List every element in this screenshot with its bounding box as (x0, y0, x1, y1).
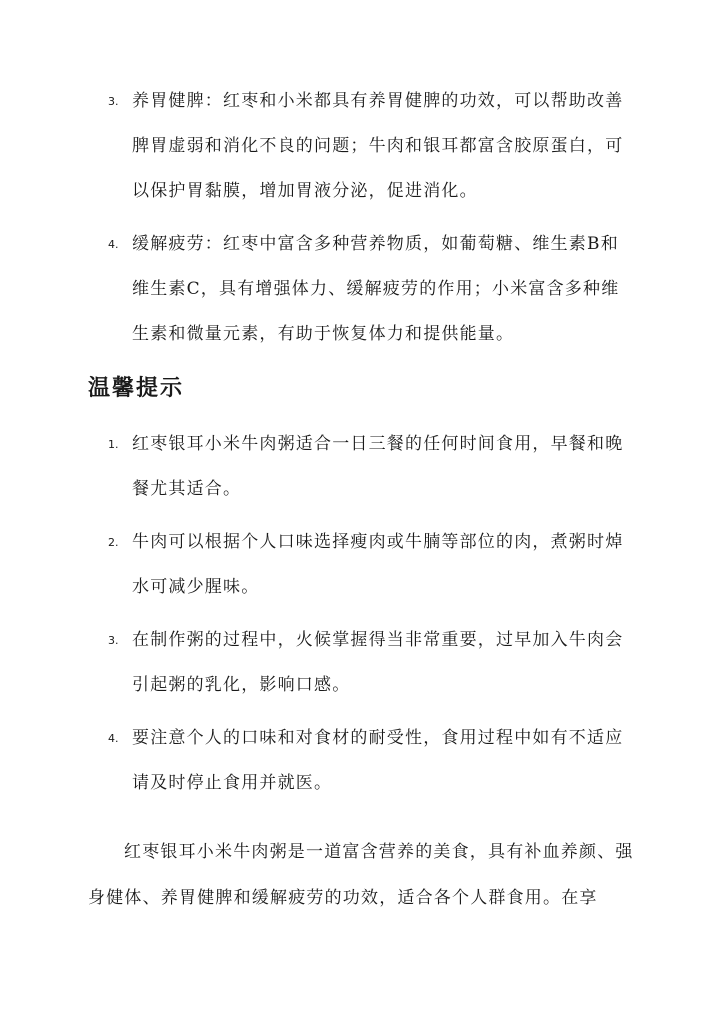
list-item (0, 222, 720, 357)
list-item-text: 红枣银耳小米牛肉粥适合一日三餐的任何时间食用，早餐和晚餐尤其适合。 (132, 434, 624, 499)
list-item-text: 缓解疲劳：红枣中富含多种营养物质，如葡萄糖、维生素B和维生素C，具有增强体力、缓解疲劳的作用；小米富含多种维生素和微量元素，有助于恢复体力和提供能量。 (132, 234, 620, 344)
list-item-text: 养胃健脾：红枣和小米都具有养胃健脾的功效，可以帮助改善脾胃虚弱和消化不良的问题；牛肉和银耳都富含胶原蛋白，可以保护胃黏膜，增加胃液分泌，促进消化。 (132, 91, 624, 201)
section-heading: 温馨提示 (88, 375, 185, 401)
list-item (0, 79, 720, 214)
list-item-number: 4. (108, 732, 119, 745)
list-item-number: 2. (108, 536, 119, 549)
list-item-text: 牛肉可以根据个人口味选择瘦肉或牛腩等部位的肉，煮粥时焯水可减少腥味。 (132, 532, 624, 597)
list-item (0, 422, 720, 512)
conclusion-paragraph: 红枣银耳小米牛肉粥是一道富含营养的美食，具有补血养颜、强身健体、养胃健脾和缓解疲劳的功效，适合各个人群食用。在享 (88, 842, 634, 908)
benefits-list (0, 79, 720, 365)
list-item-text: 在制作粥的过程中，火候掌握得当非常重要，过早加入牛肉会引起粥的乳化，影响口感。 (132, 630, 624, 695)
list-item (0, 716, 720, 806)
list-item-number: 3. (108, 95, 119, 108)
list-item (0, 520, 720, 610)
list-item-number: 4. (108, 238, 119, 251)
list-item-number: 1. (108, 438, 119, 451)
list-item-number: 3. (108, 634, 119, 647)
list-item-text: 要注意个人的口味和对食材的耐受性，食用过程中如有不适应请及时停止食用并就医。 (132, 728, 624, 793)
tips-list (0, 422, 720, 814)
list-item (0, 618, 720, 708)
